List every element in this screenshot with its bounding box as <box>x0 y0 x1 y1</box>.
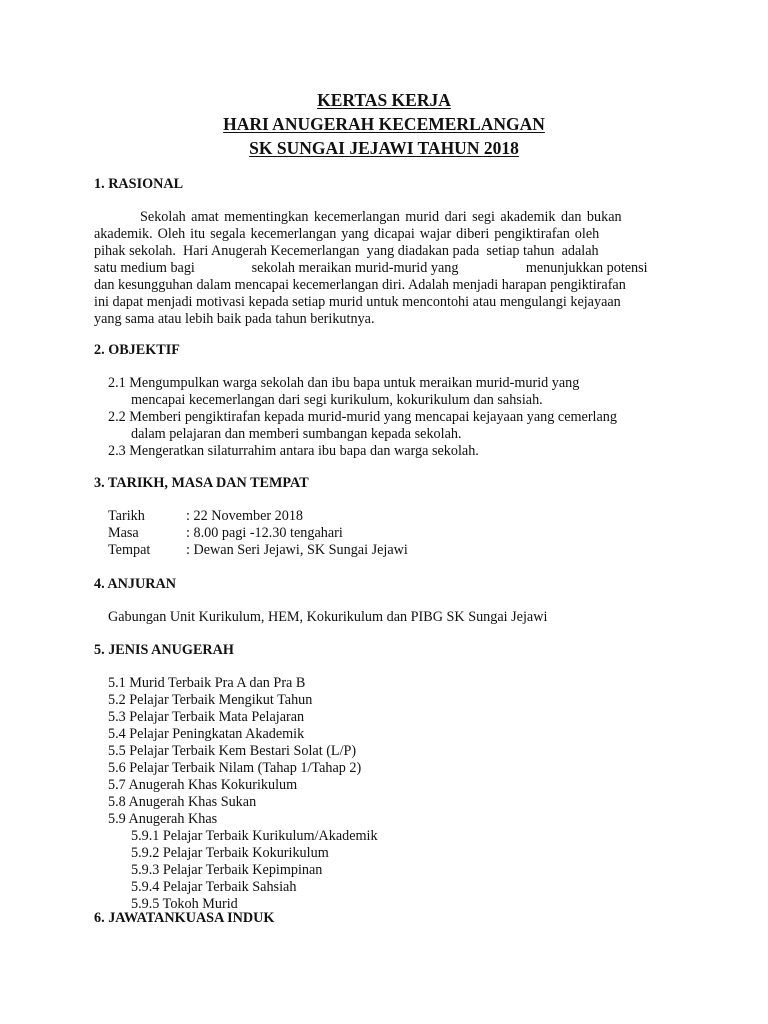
paragraph-line: Sekolah amat mementingkan kecemerlangan murid dari segi akademik dan bukan <box>140 209 622 225</box>
detail-label: Masa <box>108 525 139 541</box>
paragraph-line: ini dapat menjadi motivasi kepada setiap murid untuk mencontohi atau mengulangi kejayaan <box>94 294 621 310</box>
anjuran-text: Gabungan Unit Kurikulum, HEM, Kokurikulum dan PIBG SK Sungai Jejawi <box>108 609 548 625</box>
sub-list-item: 5.9.3 Pelajar Terbaik Kepimpinan <box>131 862 323 878</box>
list-item: 5.1 Murid Terbaik Pra A dan Pra B <box>108 675 306 691</box>
document-title-line-2: HARI ANUGERAH KECEMERLANGAN <box>223 114 545 134</box>
section-heading-rasional: 1. RASIONAL <box>94 176 184 192</box>
list-item: 5.2 Pelajar Terbaik Mengikut Tahun <box>108 692 313 708</box>
list-item: 5.4 Pelajar Peningkatan Akademik <box>108 726 305 742</box>
section-heading-objektif: 2. OBJEKTIF <box>94 342 180 358</box>
sub-list-item: 5.9.1 Pelajar Terbaik Kurikulum/Akademik <box>131 828 378 844</box>
list-item: 5.6 Pelajar Terbaik Nilam (Tahap 1/Tahap 2) <box>108 760 362 776</box>
detail-value: : Dewan Seri Jejawi, SK Sungai Jejawi <box>186 542 408 558</box>
list-item: 5.7 Anugerah Khas Kokurikulum <box>108 777 298 793</box>
detail-row-masa <box>108 525 343 542</box>
list-item: 2.1 Mengumpulkan warga sekolah dan ibu bapa untuk meraikan murid-murid yang <box>108 375 580 391</box>
paragraph-line: yang sama atau lebih baik pada tahun berikutnya. <box>94 311 375 327</box>
list-item: 5.9 Anugerah Khas <box>108 811 218 827</box>
paragraph-line: dan kesungguhan dalam mencapai kecemerlangan diri. Adalah menjadi harapan pengiktirafan <box>94 277 626 293</box>
list-item: 5.5 Pelajar Terbaik Kem Bestari Solat (L/P) <box>108 743 357 759</box>
list-item: 5.8 Anugerah Khas Sukan <box>108 794 257 810</box>
list-item-continuation: dalam pelajaran dan memberi sumbangan kepada sekolah. <box>131 426 462 442</box>
paragraph-line: pihak sekolah. Hari Anugerah Kecemerlangan yang diadakan pada setiap tahun adalah <box>94 243 599 259</box>
sub-list-item: 5.9.2 Pelajar Terbaik Kokurikulum <box>131 845 329 861</box>
paragraph-line: akademik. Oleh itu segala kecemerlangan yang dicapai wajar diberi pengiktirafan oleh <box>94 226 600 242</box>
document-title-line-3: SK SUNGAI JEJAWI TAHUN 2018 <box>249 138 519 158</box>
detail-label: Tempat <box>108 542 151 558</box>
section-heading-jenis-anugerah: 5. JENIS ANUGERAH <box>94 642 234 658</box>
list-item: 5.3 Pelajar Terbaik Mata Pelajaran <box>108 709 305 725</box>
list-item-continuation: mencapai kecemerlangan dari segi kurikulum, kokurikulum dan sahsiah. <box>131 392 543 408</box>
list-item: 2.3 Mengeratkan silaturrahim antara ibu bapa dan warga sekolah. <box>108 443 479 459</box>
list-item: 2.2 Memberi pengiktirafan kepada murid-murid yang mencapai kejayaan yang cemerlang <box>108 409 617 425</box>
section-heading-jawatankuasa: 6. JAWATANKUASA INDUK <box>94 910 275 926</box>
detail-value: : 8.00 pagi -12.30 tengahari <box>186 525 343 541</box>
sub-list-item: 5.9.5 Tokoh Murid <box>131 896 238 912</box>
section-heading-anjuran: 4. ANJURAN <box>94 576 176 592</box>
detail-row-tarikh <box>108 508 303 525</box>
detail-label: Tarikh <box>108 508 145 524</box>
section-heading-tarikh: 3. TARIKH, MASA DAN TEMPAT <box>94 475 309 491</box>
document-title-line-1: KERTAS KERJA <box>317 90 451 110</box>
sub-list-item: 5.9.4 Pelajar Terbaik Sahsiah <box>131 879 297 895</box>
detail-value: : 22 November 2018 <box>186 508 304 524</box>
detail-row-tempat <box>108 542 408 559</box>
paragraph-line: satu medium bagi sekolah meraikan murid-murid yang menunjukkan potensi <box>94 260 648 276</box>
